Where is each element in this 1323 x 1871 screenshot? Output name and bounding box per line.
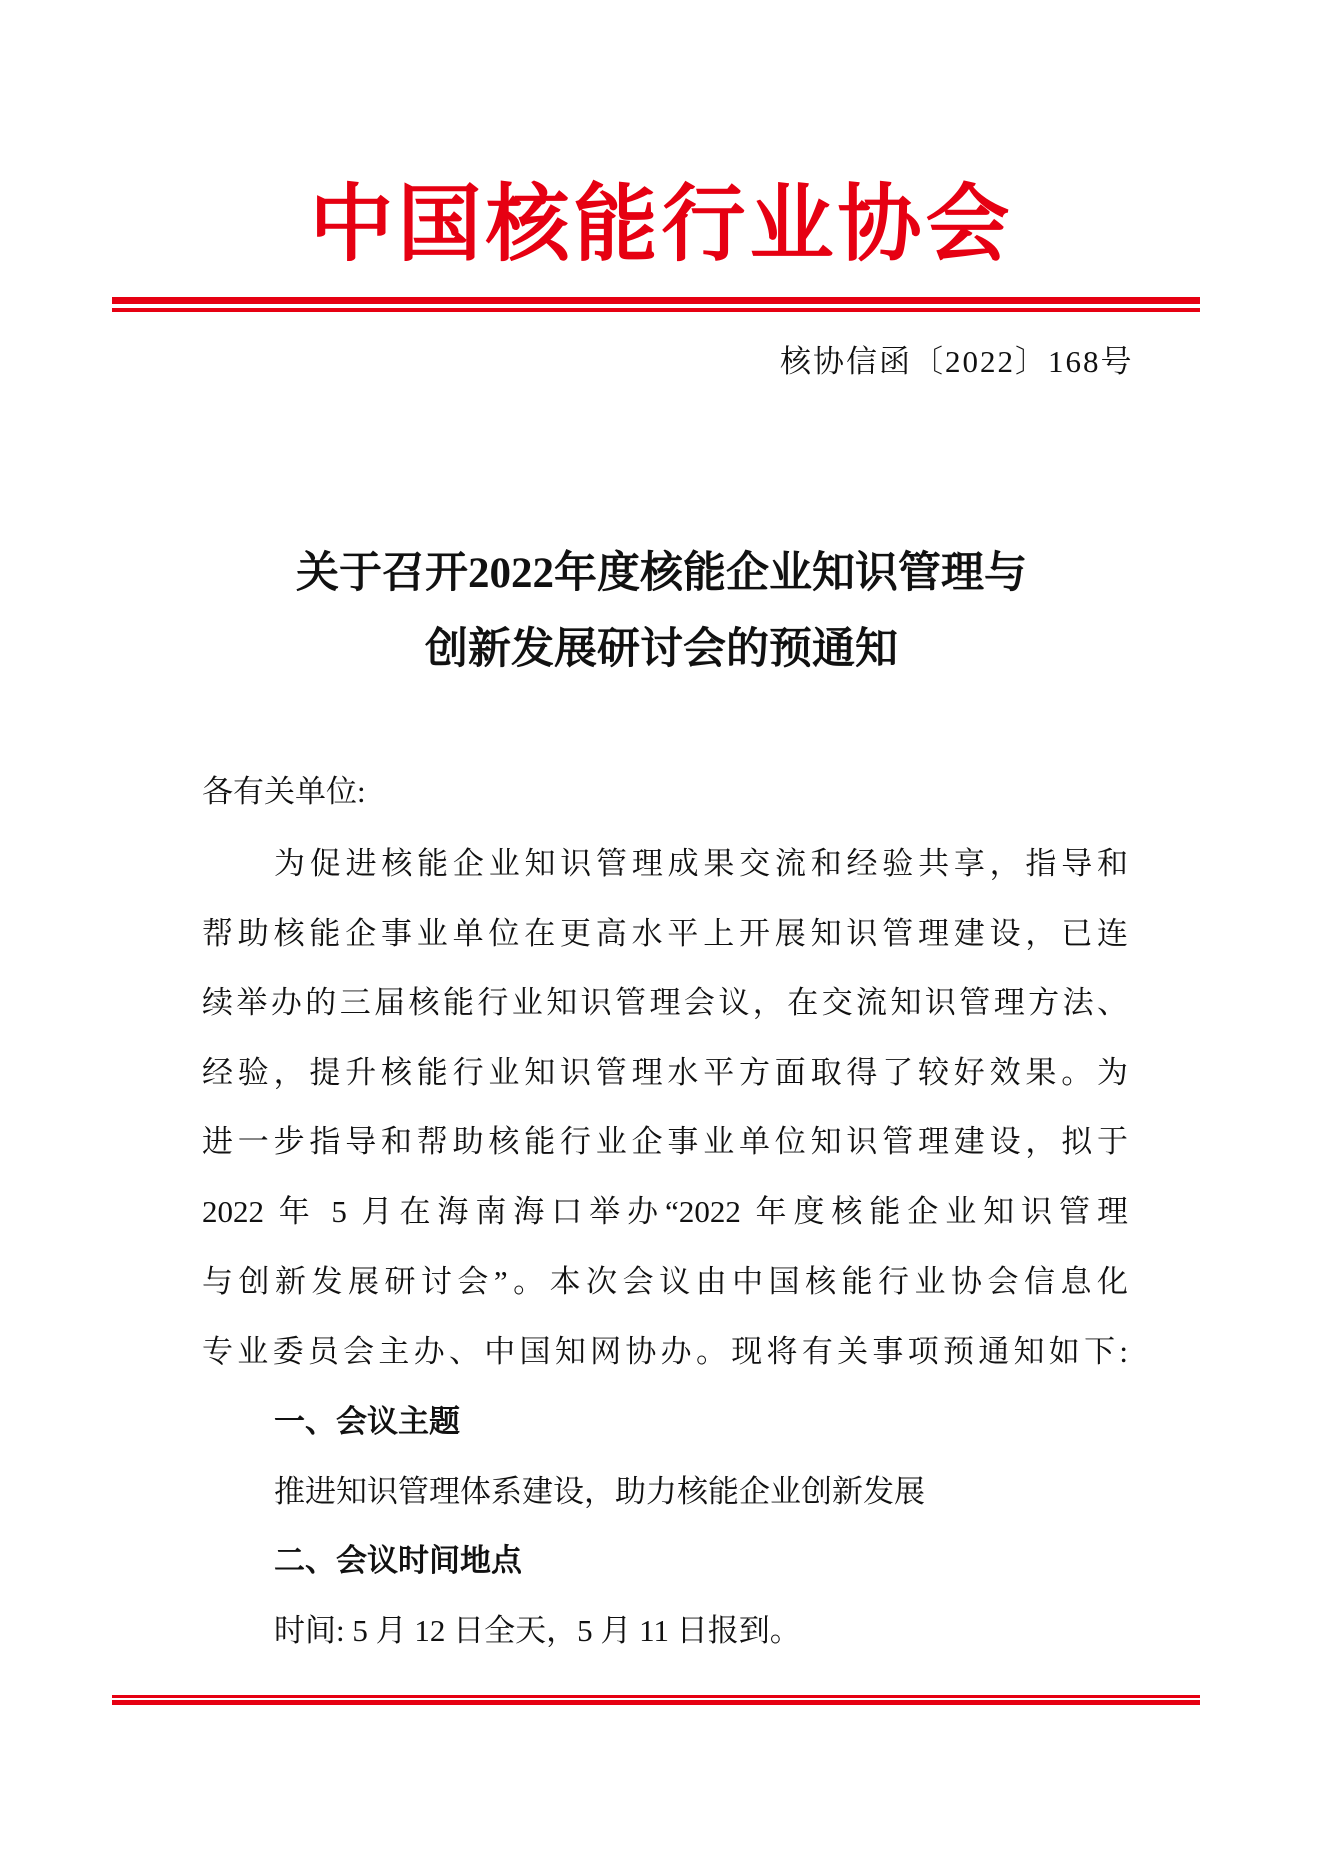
body-line: 经验，提升核能行业知识管理水平方面取得了较好效果。为 (202, 1055, 1128, 1090)
section-heading-theme: 一、会议主题 (274, 1404, 460, 1439)
document-number: 核协信函〔2022〕168号 (780, 344, 1134, 379)
body-line: 帮助核能企事业单位在更高水平上开展知识管理建设，已连 (202, 916, 1128, 951)
section-text-theme: 推进知识管理体系建设，助力核能企业创新发展 (274, 1474, 925, 1509)
letterhead-rule-thick (112, 297, 1200, 304)
body-line: 2022 年 5 月在海南海口举办“2022 年度核能企业知识管理 (202, 1194, 1128, 1229)
body-line: 续举办的三届核能行业知识管理会议，在交流知识管理方法、 (202, 985, 1128, 1020)
footer-rule-thin (112, 1695, 1200, 1698)
section-heading-time-place: 二、会议时间地点 (274, 1543, 522, 1578)
body-line: 进一步指导和帮助核能行业企事业单位知识管理建设，拟于 (202, 1124, 1128, 1159)
salutation: 各有关单位: (202, 774, 366, 809)
body-line: 与创新发展研讨会”。本次会议由中国核能行业协会信息化 (202, 1264, 1128, 1299)
body-line: 为促进核能企业知识管理成果交流和经验共享，指导和 (274, 846, 1128, 881)
body-line: 专业委员会主办、中国知网协办。现将有关事项预通知如下: (202, 1334, 1128, 1369)
document-title-line-1: 关于召开2022年度核能企业知识管理与 (296, 550, 1027, 597)
footer-rule-thick (112, 1700, 1200, 1705)
document-title-line-2: 创新发展研讨会的预通知 (425, 626, 898, 673)
letterhead-rule-thin (112, 308, 1200, 312)
section-text-time: 时间: 5 月 12 日全天，5 月 11 日报到。 (274, 1613, 801, 1648)
organization-letterhead: 中国核能行业协会 (309, 179, 1014, 272)
